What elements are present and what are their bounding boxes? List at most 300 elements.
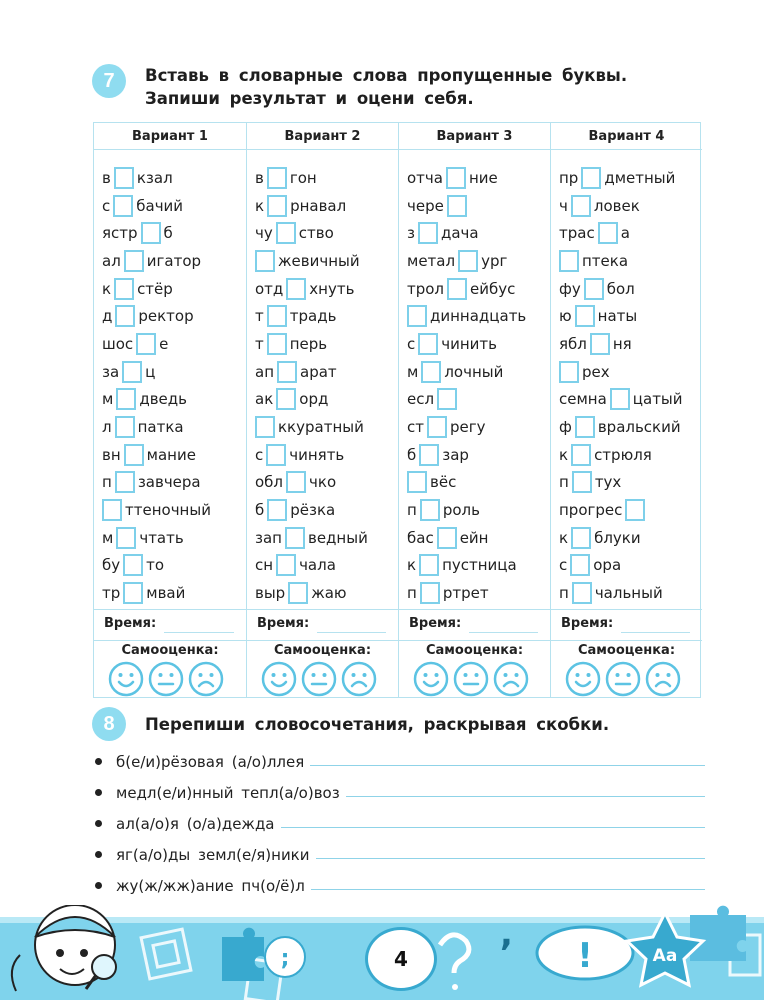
word-item xyxy=(407,358,550,386)
word-prefix: бас xyxy=(407,528,434,547)
missing-letter-box[interactable] xyxy=(255,250,275,272)
exercise-item xyxy=(95,842,705,864)
word-item xyxy=(407,164,550,192)
missing-letter-box[interactable] xyxy=(407,305,427,327)
variant-header: Вариант 2 xyxy=(247,123,398,150)
task-8-title: Перепиши словосочетания, раскрывая скобки. xyxy=(145,715,610,734)
comma-glyph: , xyxy=(500,914,513,954)
missing-letter-box[interactable] xyxy=(114,278,134,300)
word-item xyxy=(102,579,246,607)
variant-column-2 xyxy=(246,123,398,697)
word-suffix: пустница xyxy=(442,556,517,575)
word-prefix: чу xyxy=(255,224,273,243)
neutral-face-icon[interactable] xyxy=(453,661,489,697)
word-prefix: б xyxy=(407,445,417,464)
word-item xyxy=(559,496,702,524)
word-suffix: чтать xyxy=(139,528,184,547)
neutral-face-icon[interactable] xyxy=(605,661,641,697)
missing-letter-box[interactable] xyxy=(124,444,144,466)
word-item xyxy=(407,330,550,358)
missing-letter-box[interactable] xyxy=(114,167,134,189)
word-item xyxy=(559,358,702,386)
word-prefix: ч xyxy=(559,196,568,215)
word-prefix: выр xyxy=(255,584,286,603)
word-suffix: орд xyxy=(299,390,329,409)
word-prefix: трас xyxy=(559,224,595,243)
word-prefix: т xyxy=(255,334,264,353)
bullet-icon xyxy=(95,851,102,858)
missing-letter-box[interactable] xyxy=(115,305,135,327)
word-prefix: фу xyxy=(559,279,581,298)
missing-letter-box[interactable] xyxy=(277,361,297,383)
word-item xyxy=(255,413,398,441)
word-item xyxy=(559,552,702,580)
missing-letter-box[interactable] xyxy=(559,361,579,383)
word-item xyxy=(559,413,702,441)
missing-letter-box[interactable] xyxy=(285,527,305,549)
word-suffix: чинить xyxy=(441,334,497,353)
happy-face-icon[interactable] xyxy=(565,661,601,697)
task-7-line-2: Запиши результат и оцени себя. xyxy=(145,89,474,108)
word-prefix: п xyxy=(559,473,569,492)
exercise-item xyxy=(95,780,705,802)
word-suffix: патка xyxy=(137,418,184,437)
missing-letter-box[interactable] xyxy=(421,361,441,383)
missing-letter-box[interactable] xyxy=(570,554,590,576)
word-suffix: мание xyxy=(146,445,196,464)
missing-letter-box[interactable] xyxy=(446,167,466,189)
bullet-icon xyxy=(95,820,102,827)
word-suffix: лочный xyxy=(444,362,504,381)
word-suffix: дача xyxy=(440,224,479,243)
exercise-item xyxy=(95,873,705,895)
missing-letter-box[interactable] xyxy=(418,333,438,355)
word-suffix: ц xyxy=(145,362,156,381)
word-suffix: е xyxy=(159,334,169,353)
self-assessment-faces xyxy=(413,661,529,697)
word-list xyxy=(247,150,398,607)
self-assessment-label: Самооценка: xyxy=(273,643,372,658)
word-item xyxy=(102,469,246,497)
time-label: Время: xyxy=(409,616,462,631)
word-item xyxy=(559,386,702,414)
missing-letter-box[interactable] xyxy=(116,388,136,410)
happy-face-icon[interactable] xyxy=(413,661,449,697)
word-suffix: блуки xyxy=(594,528,641,547)
missing-letter-box[interactable] xyxy=(571,195,591,217)
word-item xyxy=(559,247,702,275)
word-prefix: з xyxy=(407,224,415,243)
missing-letter-box[interactable] xyxy=(571,444,591,466)
word-prefix: метал xyxy=(407,251,456,270)
word-item xyxy=(102,358,246,386)
time-row xyxy=(94,609,246,641)
neutral-face-icon[interactable] xyxy=(301,661,337,697)
word-item xyxy=(255,302,398,330)
word-prefix: бу xyxy=(102,556,121,575)
missing-letter-box[interactable] xyxy=(115,416,135,438)
exercise-item xyxy=(95,811,705,833)
missing-letter-box[interactable] xyxy=(447,278,467,300)
word-item xyxy=(559,302,702,330)
word-prefix: ал xyxy=(102,251,121,270)
time-answer-line[interactable] xyxy=(164,632,234,633)
missing-letter-box[interactable] xyxy=(123,582,143,604)
word-item xyxy=(102,552,246,580)
self-assessment-label: Самооценка: xyxy=(577,643,676,658)
exercise-text: б(е/и)рёзовая (а/о)ллея xyxy=(116,753,305,771)
missing-letter-box[interactable] xyxy=(598,222,618,244)
missing-letter-box[interactable] xyxy=(407,471,427,493)
happy-face-icon[interactable] xyxy=(261,661,297,697)
word-suffix: вральский xyxy=(597,418,681,437)
semicolon-glyph: ; xyxy=(280,946,290,971)
word-prefix: т xyxy=(255,307,264,326)
word-suffix: ора xyxy=(593,556,622,575)
word-item xyxy=(102,386,246,414)
missing-letter-box[interactable] xyxy=(418,222,438,244)
word-suffix: жаю xyxy=(311,584,347,603)
variant-header: Вариант 1 xyxy=(94,123,246,150)
answer-line[interactable] xyxy=(310,765,705,766)
missing-letter-box[interactable] xyxy=(286,471,306,493)
word-suffix: роль xyxy=(442,501,480,520)
missing-letter-box[interactable] xyxy=(267,167,287,189)
word-item xyxy=(559,192,702,220)
word-prefix: п xyxy=(407,501,417,520)
word-suffix: бачий xyxy=(136,196,184,215)
word-prefix: тр xyxy=(102,584,121,603)
word-prefix: б xyxy=(255,501,265,520)
missing-letter-box[interactable] xyxy=(122,361,142,383)
time-label: Время: xyxy=(257,616,310,631)
missing-letter-box[interactable] xyxy=(136,333,156,355)
exercise-item xyxy=(95,749,705,771)
word-item xyxy=(102,192,246,220)
word-item xyxy=(407,302,550,330)
missing-letter-box[interactable] xyxy=(575,416,595,438)
missing-letter-box[interactable] xyxy=(447,195,467,217)
self-assessment-label: Самооценка: xyxy=(121,643,219,658)
missing-letter-box[interactable] xyxy=(102,499,122,521)
word-item xyxy=(102,496,246,524)
word-prefix: отча xyxy=(407,168,443,187)
word-item xyxy=(407,192,550,220)
word-item xyxy=(255,579,398,607)
exclaim-glyph: ! xyxy=(577,936,593,976)
word-item xyxy=(407,552,550,580)
self-assessment-faces xyxy=(261,661,377,697)
missing-letter-box[interactable] xyxy=(276,222,296,244)
word-item xyxy=(255,386,398,414)
missing-letter-box[interactable] xyxy=(266,444,286,466)
variant-column-3 xyxy=(398,123,550,697)
word-prefix: м xyxy=(407,362,419,381)
missing-letter-box[interactable] xyxy=(420,499,440,521)
time-row xyxy=(247,609,398,641)
word-item xyxy=(102,219,246,247)
missing-letter-box[interactable] xyxy=(610,388,630,410)
missing-letter-box[interactable] xyxy=(584,278,604,300)
missing-letter-box[interactable] xyxy=(141,222,161,244)
word-prefix: с xyxy=(255,445,264,464)
self-assessment-label: Самооценка: xyxy=(425,643,524,658)
word-suffix: перь xyxy=(289,334,328,353)
word-item xyxy=(102,302,246,330)
word-prefix: сн xyxy=(255,556,274,575)
word-suffix: традь xyxy=(289,307,337,326)
word-suffix: ург xyxy=(481,251,508,270)
word-item xyxy=(407,579,550,607)
word-suffix: стёр xyxy=(137,279,173,298)
missing-letter-box[interactable] xyxy=(267,499,287,521)
word-prefix: ст xyxy=(407,418,424,437)
word-suffix: жевичный xyxy=(278,251,360,270)
word-prefix: к xyxy=(407,556,417,575)
sad-face-icon[interactable] xyxy=(645,661,681,697)
word-suffix: ккуратный xyxy=(278,418,364,437)
word-prefix: к xyxy=(255,196,265,215)
missing-letter-box[interactable] xyxy=(267,195,287,217)
word-item xyxy=(255,441,398,469)
word-item xyxy=(407,275,550,303)
task-number-7: 7 xyxy=(92,64,126,98)
missing-letter-box[interactable] xyxy=(115,471,135,493)
word-suffix: а xyxy=(620,224,630,243)
missing-letter-box[interactable] xyxy=(255,416,275,438)
word-item xyxy=(102,164,246,192)
variant-column-1 xyxy=(94,123,246,697)
missing-letter-box[interactable] xyxy=(123,554,143,576)
missing-letter-box[interactable] xyxy=(575,305,595,327)
word-prefix: есл xyxy=(407,390,435,409)
missing-letter-box[interactable] xyxy=(116,527,136,549)
missing-letter-box[interactable] xyxy=(419,554,439,576)
word-suffix: птека xyxy=(582,251,629,270)
word-suffix: игатор xyxy=(146,251,202,270)
word-prefix: п xyxy=(407,584,417,603)
word-suffix: рёзка xyxy=(290,501,336,520)
missing-letter-box[interactable] xyxy=(571,527,591,549)
word-item xyxy=(255,164,398,192)
time-row xyxy=(551,609,702,641)
missing-letter-box[interactable] xyxy=(572,582,592,604)
word-item xyxy=(559,219,702,247)
word-suffix: кзал xyxy=(136,168,173,187)
word-prefix: зап xyxy=(255,528,282,547)
sad-face-icon[interactable] xyxy=(188,661,224,697)
word-prefix: отд xyxy=(255,279,284,298)
word-item xyxy=(102,441,246,469)
word-suffix: чала xyxy=(299,556,336,575)
word-item xyxy=(255,469,398,497)
missing-letter-box[interactable] xyxy=(113,195,133,217)
self-assessment-faces xyxy=(108,661,224,697)
missing-letter-box[interactable] xyxy=(437,388,457,410)
word-suffix: чко xyxy=(309,473,337,492)
word-prefix: к xyxy=(559,528,569,547)
word-item xyxy=(559,441,702,469)
word-suffix: ртрет xyxy=(442,584,489,603)
word-item xyxy=(559,275,702,303)
word-suffix: чальный xyxy=(594,584,663,603)
word-prefix: ябл xyxy=(559,334,587,353)
word-prefix: пр xyxy=(559,168,579,187)
word-prefix: ю xyxy=(559,307,572,326)
answer-line[interactable] xyxy=(281,827,705,828)
word-suffix: ейбус xyxy=(470,279,516,298)
word-suffix: гон xyxy=(289,168,317,187)
word-prefix: п xyxy=(102,473,112,492)
word-suffix: ловек xyxy=(593,196,640,215)
missing-letter-box[interactable] xyxy=(559,250,579,272)
missing-letter-box[interactable] xyxy=(420,582,440,604)
missing-letter-box[interactable] xyxy=(581,167,601,189)
word-suffix: арат xyxy=(300,362,337,381)
word-suffix: вёс xyxy=(430,473,457,492)
time-label: Время: xyxy=(104,616,157,631)
word-item xyxy=(407,441,550,469)
word-item xyxy=(255,330,398,358)
word-list xyxy=(551,150,702,607)
word-item xyxy=(559,579,702,607)
word-suffix: дметный xyxy=(604,168,676,187)
happy-face-icon[interactable] xyxy=(108,661,144,697)
word-suffix: рех xyxy=(582,362,610,381)
bullet-icon xyxy=(95,789,102,796)
word-item xyxy=(255,524,398,552)
missing-letter-box[interactable] xyxy=(625,499,645,521)
word-prefix: шос xyxy=(102,334,134,353)
word-suffix: ректор xyxy=(138,307,194,326)
missing-letter-box[interactable] xyxy=(286,278,306,300)
missing-letter-box[interactable] xyxy=(572,471,592,493)
word-suffix: ние xyxy=(468,168,498,187)
variant-column-4 xyxy=(550,123,702,697)
word-suffix: хнуть xyxy=(309,279,355,298)
word-item xyxy=(559,469,702,497)
word-prefix: ястр xyxy=(102,224,138,243)
word-item xyxy=(407,413,550,441)
answer-line[interactable] xyxy=(316,858,706,859)
word-suffix: б xyxy=(163,224,173,243)
answer-line[interactable] xyxy=(311,889,705,890)
missing-letter-box[interactable] xyxy=(124,250,144,272)
word-item xyxy=(255,275,398,303)
bullet-icon xyxy=(95,882,102,889)
word-item xyxy=(559,330,702,358)
exercise-text: медл(е/и)нный тепл(а/о)воз xyxy=(116,784,340,802)
word-item xyxy=(255,358,398,386)
word-item xyxy=(407,496,550,524)
word-list xyxy=(399,150,550,607)
word-suffix: ведный xyxy=(307,528,368,547)
word-prefix: прогрес xyxy=(559,501,623,520)
word-prefix: л xyxy=(102,418,112,437)
word-prefix: с xyxy=(559,556,568,575)
word-item xyxy=(255,219,398,247)
word-item xyxy=(102,524,246,552)
word-prefix: д xyxy=(102,307,113,326)
variants-table xyxy=(93,122,701,698)
word-item xyxy=(559,164,702,192)
word-suffix: завчера xyxy=(137,473,201,492)
time-answer-line[interactable] xyxy=(469,632,538,633)
word-prefix: м xyxy=(102,390,114,409)
time-answer-line[interactable] xyxy=(621,632,690,633)
star-badge-text: Aa xyxy=(652,946,678,966)
word-suffix: ство xyxy=(298,224,334,243)
word-item xyxy=(407,219,550,247)
word-item xyxy=(559,524,702,552)
bullet-icon xyxy=(95,758,102,765)
word-item xyxy=(102,413,246,441)
word-suffix: зар xyxy=(442,445,469,464)
missing-letter-box[interactable] xyxy=(419,444,439,466)
word-prefix: в xyxy=(255,168,264,187)
word-item xyxy=(102,330,246,358)
missing-letter-box[interactable] xyxy=(437,527,457,549)
neutral-face-icon[interactable] xyxy=(148,661,184,697)
word-suffix: ттеночный xyxy=(125,501,211,520)
word-suffix: тух xyxy=(594,473,622,492)
task-7-line-1: Вставь в словарные слова пропущенные буквы. xyxy=(145,66,628,85)
word-prefix: трол xyxy=(407,279,445,298)
exercise-text: жу(ж/жж)ание пч(о/ё)л xyxy=(116,877,305,895)
word-prefix: вн xyxy=(102,445,121,464)
word-prefix: к xyxy=(102,279,112,298)
word-prefix: к xyxy=(559,445,569,464)
task-number-8: 8 xyxy=(92,707,126,741)
missing-letter-box[interactable] xyxy=(267,305,287,327)
missing-letter-box[interactable] xyxy=(276,554,296,576)
word-suffix: ня xyxy=(612,334,632,353)
word-prefix: с xyxy=(407,334,416,353)
missing-letter-box[interactable] xyxy=(590,333,610,355)
missing-letter-box[interactable] xyxy=(458,250,478,272)
exercise-text: яг(а/о)ды земл(е/я)ники xyxy=(116,846,310,864)
missing-letter-box[interactable] xyxy=(288,582,308,604)
word-suffix: чинять xyxy=(289,445,345,464)
sad-face-icon[interactable] xyxy=(493,661,529,697)
word-suffix: то xyxy=(146,556,165,575)
word-suffix: регу xyxy=(450,418,486,437)
missing-letter-box[interactable] xyxy=(427,416,447,438)
missing-letter-box[interactable] xyxy=(267,333,287,355)
missing-letter-box[interactable] xyxy=(276,388,296,410)
variant-header: Вариант 3 xyxy=(399,123,550,150)
word-prefix: ф xyxy=(559,418,572,437)
word-item xyxy=(255,552,398,580)
word-prefix: обл xyxy=(255,473,284,492)
time-row xyxy=(399,609,550,641)
time-label: Время: xyxy=(561,616,614,631)
word-list xyxy=(94,150,246,607)
page-number: 4 xyxy=(365,927,437,991)
variant-header: Вариант 4 xyxy=(551,123,702,150)
word-suffix: ейн xyxy=(459,528,489,547)
word-item xyxy=(255,192,398,220)
sad-face-icon[interactable] xyxy=(341,661,377,697)
word-suffix: рнавал xyxy=(290,196,347,215)
word-item xyxy=(407,386,550,414)
answer-line[interactable] xyxy=(346,796,705,797)
word-suffix: бол xyxy=(606,279,635,298)
time-answer-line[interactable] xyxy=(317,632,386,633)
word-item xyxy=(407,524,550,552)
word-item xyxy=(102,247,246,275)
word-prefix: за xyxy=(102,362,120,381)
